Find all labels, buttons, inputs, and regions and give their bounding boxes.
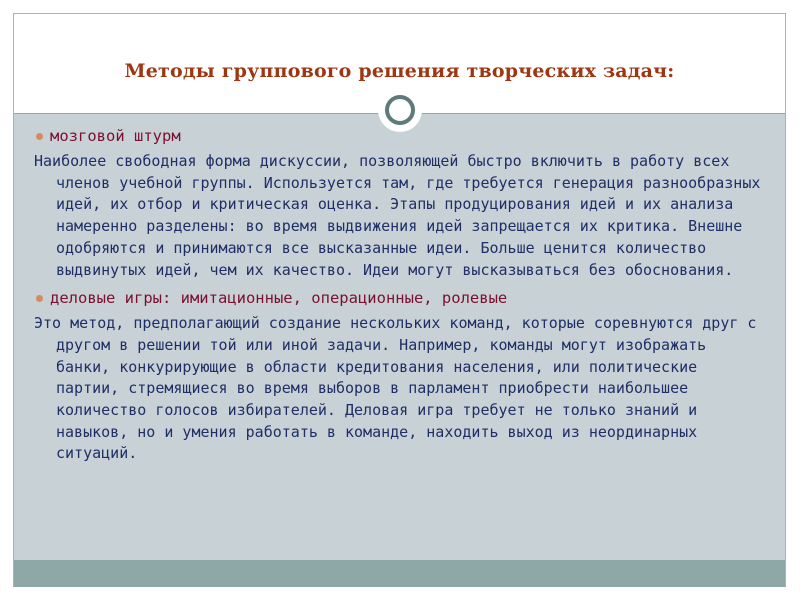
bullet-business-games <box>34 287 769 309</box>
slide <box>13 13 786 587</box>
ring-inner <box>385 95 415 125</box>
footer-bar <box>14 560 785 587</box>
bullet-brainstorm <box>34 125 769 147</box>
bullet-heading: деловые игры: имитационные, операционные, ролевые <box>50 289 508 308</box>
slide-title: Методы группового решения творческих задач: <box>124 60 675 82</box>
paragraph-brainstorm: Наиболее свободная форма дискуссии, позволяющей быстро включить в работу всех членов учебной группы. Используется там, где требуется генерация разнообразных идей, их отбор и критическая оценка. Этапы продуцирования идей и их анализа намеренно разделены: во время выдвижения идей запрещается их критика. Внешне одобряются и принимаются все высказанные идеи. Больше ценится количество выдвинутых идей, чем их качество. Идеи могут высказываться без обоснования. <box>34 152 761 279</box>
slide-content <box>34 125 769 471</box>
dot-bullet-icon <box>36 295 43 302</box>
dot-bullet-icon <box>36 133 43 140</box>
paragraph-business-games: Это метод, предполагающий создание нескольких команд, которые соревнуются друг с другом в решении той или иной задачи. Например, команды могут изображать банки, конкурирующие в области кредитования населения, или политические партии, стремящиеся во время выборов в парламент приобрести наибольшее количество голосов избирателей. Деловая игра требует не только знаний и навыков, но и умения работать в команде, находить выход из неординарных ситуаций. <box>34 314 757 463</box>
bullet-heading: мозговой штурм <box>50 127 181 145</box>
